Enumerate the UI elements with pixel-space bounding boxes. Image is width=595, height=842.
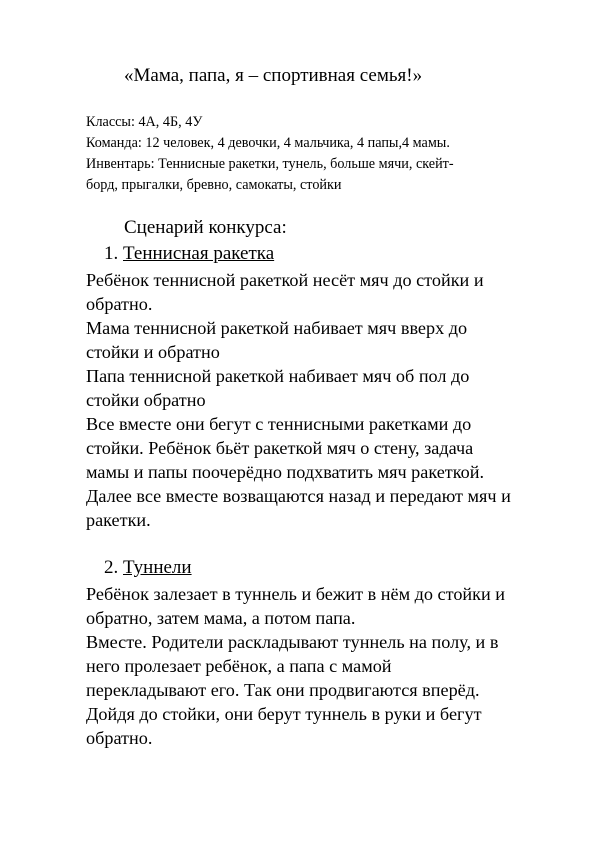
section-heading-1 (104, 242, 274, 266)
body-line: него пролезает ребёнок, а папа с мамой (86, 656, 392, 676)
body-line: Вместе. Родители раскладывают туннель на полу, и в (86, 632, 499, 652)
meta-equipment: Инвентарь: Теннисные ракетки, тунель, больше мячи, скейт- (86, 156, 454, 172)
document-title: «Мама, папа, я – спортивная семья!» (124, 65, 423, 86)
section-body-1 (86, 268, 566, 532)
body-line: ракетки. (86, 510, 151, 530)
section-name: Туннели (123, 557, 192, 578)
body-line: Папа теннисной ракеткой набивает мяч об пол до (86, 366, 470, 386)
section-number: 2. (104, 557, 119, 578)
meta-equipment-cont: борд, прыгалки, бревно, самокаты, стойки (86, 177, 342, 193)
body-line: Мама теннисной ракеткой набивает мяч вверх до (86, 318, 468, 338)
body-line: обратно. (86, 294, 153, 314)
body-line: мамы и папы поочерёдно подхватить мяч ракеткой. (86, 462, 485, 482)
body-line: Ребёнок залезает в туннель и бежит в нём до стойки и (86, 584, 505, 604)
meta-team: Команда: 12 человек, 4 девочки, 4 мальчика, 4 папы,4 мамы. (86, 135, 450, 151)
body-line: обратно. (86, 728, 153, 748)
body-line: обратно, затем мама, а потом папа. (86, 608, 356, 628)
body-line: Дойдя до стойки, они берут туннель в руки и бегут (86, 704, 482, 724)
meta-classes: Классы: 4А, 4Б, 4У (86, 114, 203, 130)
body-line: Все вместе они бегут с теннисными ракетками до (86, 414, 472, 434)
body-line: стойки и обратно (86, 342, 220, 362)
section-number: 1. (104, 243, 119, 264)
section-body-2 (86, 582, 566, 750)
body-line: Далее все вместе возващаются назад и передают мяч и (86, 486, 511, 506)
scenario-heading: Сценарий конкурса: (124, 217, 287, 238)
meta-info (86, 112, 566, 196)
body-line: перекладывают его. Так они продвигаются вперёд. (86, 680, 480, 700)
body-line: Ребёнок теннисной ракеткой несёт мяч до стойки и (86, 270, 484, 290)
body-line: стойки обратно (86, 390, 206, 410)
body-line: стойки. Ребёнок бьёт ракеткой мяч о стену, задача (86, 438, 474, 458)
section-heading-2 (104, 556, 192, 580)
section-name: Теннисная ракетка (123, 243, 275, 264)
